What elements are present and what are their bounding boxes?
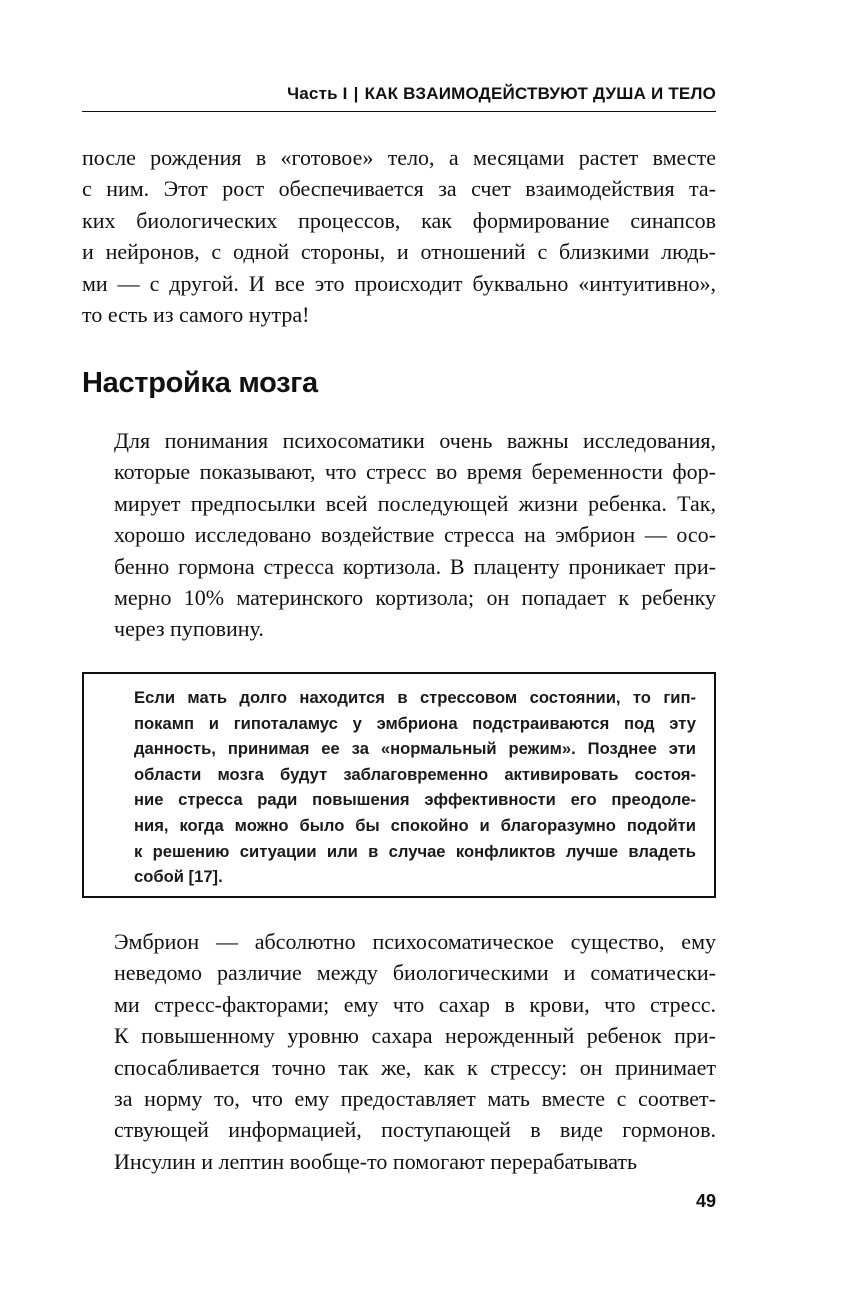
callout-line: области мозга будут заблаговременно активировать состоя-	[134, 764, 696, 784]
text-line: за норму то, что ему предоставляет мать вместе с соответ-	[114, 1086, 716, 1112]
paragraph-1	[82, 142, 716, 330]
callout-line: собой [17].	[134, 867, 223, 887]
text-line: через пуповину.	[114, 616, 264, 642]
running-head-title: КАК ВЗАИМОДЕЙСТВУЮТ ДУША И ТЕЛО	[364, 84, 716, 103]
text-line: после рождения в «готовое» тело, а месяцами растет вместе	[82, 145, 716, 170]
running-head	[287, 84, 716, 104]
text-line: Для понимания психосоматики очень важны исследования,	[114, 428, 716, 453]
text-line: бенно гормона стресса кортизола. В плаценту проникает при-	[114, 553, 716, 579]
text-line: ких биологических процессов, как формирование синапсов	[82, 207, 716, 233]
text-line: Эмбрион — абсолютно психосоматическое существо, ему	[114, 929, 716, 954]
callout-line: покамп и гипоталамус у эмбриона подстраиваются под эту	[134, 713, 696, 733]
callout-line: данность, принимая ее за «нормальный режим». Позднее эти	[134, 739, 696, 759]
text-line: ствующей информацией, поступающей в виде гормонов.	[114, 1117, 716, 1143]
callout-line: к решению ситуации или в случае конфликтов лучше владеть	[134, 841, 696, 861]
text-line: Инсулин и лептин вообще-то помогают перерабатывать	[114, 1148, 638, 1174]
text-line: мерно 10% материнского кортизола; он попадает к ребенку	[114, 585, 716, 611]
running-head-part: Часть I	[287, 84, 348, 103]
text-line: К повышенному уровню сахара нерожденный ребенок при-	[114, 1023, 716, 1049]
running-head-separator: |	[353, 84, 359, 103]
text-line: ми стресс-факторами; ему что сахар в крови, что стресс.	[114, 991, 716, 1017]
callout-box	[82, 672, 716, 898]
paragraph-2	[82, 425, 716, 645]
paragraph-3	[82, 926, 716, 1177]
callout-line: Если мать долго находится в стрессовом состоянии, то гип-	[134, 688, 696, 707]
text-line: спосабливается точно так же, как к стрессу: он принимает	[114, 1054, 716, 1080]
callout-text	[104, 685, 696, 890]
text-line: хорошо исследовано воздействие стресса на эмбрион — осо-	[114, 522, 716, 548]
text-line: ми — с другой. И все это происходит буквально «интуитивно»,	[82, 270, 716, 296]
text-line: неведомо различие между биологическими и соматически-	[114, 960, 716, 986]
text-line: мирует предпосылки всей последующей жизни ребенка. Так,	[114, 490, 716, 516]
text-line: которые показывают, что стресс во время беременности фор-	[114, 459, 716, 485]
section-heading: Настройка мозга	[82, 367, 318, 399]
book-page	[82, 0, 716, 1311]
text-line: и нейронов, с одной стороны, и отношений с близкими людь-	[82, 239, 716, 265]
callout-line: ние стресса ради повышения эффективности его преодоле-	[134, 790, 696, 810]
text-line: то есть из самого нутра!	[82, 302, 310, 328]
page-number: 49	[695, 1191, 716, 1211]
header-rule	[82, 111, 716, 112]
text-line: с ним. Этот рост обеспечивается за счет взаимодействия та-	[82, 176, 716, 202]
callout-line: ния, когда можно было бы спокойно и благоразумно подойти	[134, 815, 696, 835]
